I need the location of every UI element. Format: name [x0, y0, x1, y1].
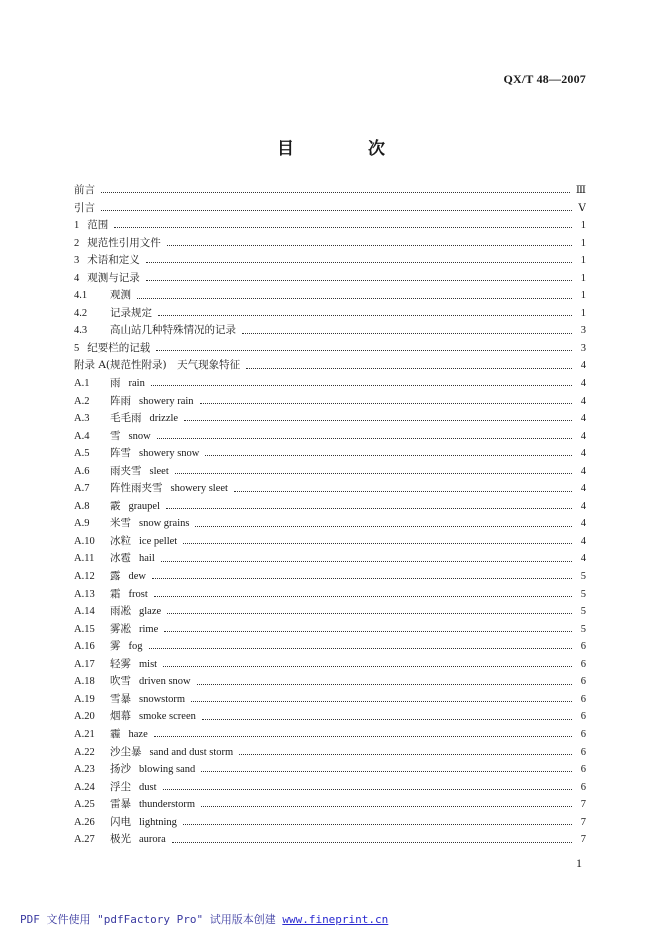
toc-entry-number: A.1: [74, 378, 90, 390]
toc-entry-english-term: ice pellet: [139, 535, 178, 547]
toc-entry-page: 5: [580, 588, 586, 600]
toc-entry-number: A.23: [74, 764, 95, 776]
dot-leader: [114, 227, 572, 228]
toc-entry[interactable]: [74, 761, 586, 779]
toc-entry[interactable]: [74, 515, 586, 533]
toc-entry-title: 雷暴: [110, 798, 131, 811]
toc-entry-page: 4: [580, 553, 586, 565]
dot-leader: [246, 368, 572, 369]
page-title: 目 次: [277, 139, 419, 159]
toc-entry-page: 4: [580, 518, 586, 530]
dot-leader: [202, 719, 572, 720]
dot-leader: [201, 806, 572, 807]
toc-entry-number: A.16: [74, 641, 95, 653]
toc-entry-page: 4: [580, 430, 586, 442]
toc-entry-english-term: snow: [128, 430, 151, 442]
pdf-watermark: [20, 911, 388, 927]
toc-entry[interactable]: [74, 708, 586, 726]
toc-entry-title: 纪要栏的记载: [87, 341, 151, 354]
toc-entry-number: A.7: [74, 483, 90, 495]
toc-entry-number: 4.1: [74, 290, 88, 302]
toc-entry-title: 霰: [110, 499, 121, 512]
toc-entry-number: A.6: [74, 465, 90, 477]
toc-entry-number: A.17: [74, 658, 95, 670]
toc-entry-title: 轻雾: [110, 657, 131, 670]
toc-entry-label: [110, 515, 195, 533]
toc-entry-english-term: thunderstorm: [139, 799, 195, 811]
toc-entry-title: 范围: [87, 219, 109, 232]
toc-entry[interactable]: [74, 550, 586, 568]
toc-entry[interactable]: [74, 603, 586, 621]
toc-entry[interactable]: [74, 235, 586, 253]
toc-entry[interactable]: [74, 270, 586, 288]
toc-entry[interactable]: [74, 445, 586, 463]
toc-entry-label: [110, 796, 201, 814]
dot-leader: [146, 262, 572, 263]
toc-entry-number: 3: [74, 255, 80, 267]
toc-entry-label: [110, 410, 184, 428]
dot-leader: [201, 771, 572, 772]
watermark-link[interactable]: www.fineprint.cn: [282, 913, 389, 926]
toc-entry[interactable]: [74, 621, 586, 639]
toc-entry-label: [110, 322, 242, 340]
toc-entry-title: 沙尘暴: [110, 745, 142, 758]
toc-entry-number: A.8: [74, 500, 90, 512]
toc-entry-page: 3: [580, 325, 586, 337]
toc-entry-title: 雨凇: [110, 605, 131, 618]
toc-entry-title: 高山站几种特殊情况的记录: [110, 324, 236, 337]
dot-leader: [242, 333, 572, 334]
toc-entry-label: [110, 708, 202, 726]
toc-entry-english-term: glaze: [139, 606, 162, 618]
toc-entry[interactable]: [74, 217, 586, 235]
toc-entry-number: 1: [74, 220, 80, 232]
dot-leader: [183, 543, 572, 544]
toc-entry-label: [110, 779, 163, 797]
toc-entry[interactable]: [74, 428, 586, 446]
toc-entry-page: 6: [580, 781, 586, 793]
toc-entry-label: [110, 287, 137, 305]
toc-entry-label: [74, 182, 101, 200]
dot-leader: [195, 526, 572, 527]
toc-entry-title: 前言: [74, 184, 95, 196]
toc-entry-number: A.21: [74, 728, 95, 740]
dot-leader: [146, 280, 572, 281]
toc-entry-number: A.22: [74, 746, 95, 758]
toc-entry[interactable]: [74, 586, 586, 604]
toc-entry[interactable]: [74, 463, 586, 481]
toc-entry-title: 记录规定: [110, 306, 152, 319]
toc-entry-label: [110, 586, 154, 604]
dot-leader: [152, 578, 572, 579]
dot-leader: [161, 561, 572, 562]
toc-entry-title: 浮尘: [110, 780, 131, 793]
toc-entry-number: A.15: [74, 623, 95, 635]
toc-entry-english-term: graupel: [128, 500, 160, 512]
dot-leader: [149, 648, 573, 649]
toc-entry-title: 观测与记录: [87, 271, 140, 284]
toc-entry-title: 霜: [110, 587, 121, 600]
dot-leader: [167, 245, 572, 246]
toc-entry-label: [110, 603, 167, 621]
toc-entry-english-term: showery sleet: [170, 483, 228, 495]
toc-entry-number: A.12: [74, 571, 95, 583]
toc-entry-english-term: snow grains: [139, 518, 190, 530]
toc-entry-page: 4: [580, 360, 586, 372]
toc-entry-number: A.3: [74, 413, 90, 425]
toc-entry[interactable]: [74, 831, 586, 849]
toc-entry-title: 雨: [110, 377, 121, 390]
toc-entry-title: 雪暴: [110, 692, 131, 705]
toc-entry-page: 6: [580, 711, 586, 723]
toc-entry-page: 6: [580, 641, 586, 653]
toc-entry-english-term: lightning: [139, 816, 177, 828]
toc-entry-english-term: dew: [128, 571, 146, 583]
toc-entry-english-term: smoke screen: [139, 711, 196, 723]
toc-entry[interactable]: [74, 726, 586, 744]
toc-entry-title: 雾凇: [110, 622, 131, 635]
dot-leader: [191, 701, 572, 702]
toc-entry-number: 5: [74, 342, 80, 354]
toc-entry-title: 烟幕: [110, 710, 131, 723]
toc-entry[interactable]: [74, 340, 586, 358]
toc-entry-page: 1: [580, 272, 586, 284]
toc-entry[interactable]: [74, 322, 586, 340]
toc-entry-number: 2: [74, 237, 80, 249]
toc-entry-label: [110, 498, 166, 516]
toc-entry-page: 4: [580, 465, 586, 477]
toc-entry[interactable]: [74, 393, 586, 411]
toc-entry-label: [110, 814, 183, 832]
toc-entry-number: A.26: [74, 816, 95, 828]
dot-leader: [157, 438, 572, 439]
toc-entry-title: 术语和定义: [87, 254, 140, 267]
toc-entry[interactable]: [74, 200, 586, 218]
toc-entry[interactable]: [74, 182, 586, 200]
dot-leader: [158, 315, 572, 316]
toc-entry[interactable]: [74, 287, 586, 305]
toc-entry[interactable]: [74, 410, 586, 428]
toc-entry-title: 露: [110, 570, 121, 583]
dot-leader: [164, 631, 572, 632]
toc-entry[interactable]: [74, 814, 586, 832]
toc-entry-number: 4.2: [74, 307, 88, 319]
dot-leader: [163, 666, 572, 667]
toc-entry-title: 毛毛雨: [110, 412, 142, 425]
dot-leader: [197, 684, 572, 685]
watermark-text: PDF 文件使用 "pdfFactory Pro" 试用版本创建: [20, 913, 283, 926]
toc-entry-page: 1: [580, 290, 586, 302]
toc-entry-page: Ⅴ: [578, 202, 586, 214]
toc-entry[interactable]: [74, 691, 586, 709]
toc-entry-page: 1: [580, 220, 586, 232]
toc-entry-number: 4: [74, 272, 80, 284]
toc-entry-title: 冰雹: [110, 552, 131, 565]
toc-entry-label: [110, 744, 239, 762]
toc-entry-label: [74, 200, 101, 218]
dot-leader: [163, 789, 572, 790]
toc-entry-label: [110, 673, 197, 691]
dot-leader: [137, 298, 572, 299]
toc-entry-page: 4: [580, 483, 586, 495]
dot-leader: [166, 508, 572, 509]
toc-entry-page: 6: [580, 676, 586, 688]
toc-entry-page: 4: [580, 448, 586, 460]
toc-entry[interactable]: [74, 305, 586, 323]
toc-entry[interactable]: [74, 796, 586, 814]
toc-entry-title: 冰粒: [110, 534, 131, 547]
toc-entry-number: A.13: [74, 588, 95, 600]
toc-entry-english-term: snowstorm: [139, 693, 186, 705]
toc-entry-title: 规范性引用文件: [87, 236, 161, 249]
toc-entry-label: [110, 568, 152, 586]
dot-leader: [200, 403, 572, 404]
dot-leader: [101, 192, 570, 193]
toc-entry-title: 闪电: [110, 815, 131, 828]
toc-entry-title: 阵性雨夹雪: [110, 482, 163, 495]
toc-entry-title: 观测: [110, 289, 131, 302]
toc-entry-title: 霾: [110, 727, 121, 740]
toc-entry-label: [110, 428, 157, 446]
toc-entry-label: [110, 480, 234, 498]
dot-leader: [154, 736, 572, 737]
toc-entry-english-term: driven snow: [139, 676, 191, 688]
toc-entry-page: 1: [580, 237, 586, 249]
toc-entry-number: A.25: [74, 799, 95, 811]
toc-entry-title: 极光: [110, 833, 131, 846]
dot-leader: [183, 824, 572, 825]
toc-entry-label: [110, 550, 161, 568]
toc-entry-label: [110, 621, 164, 639]
toc-entry-label: [110, 375, 151, 393]
toc-entry-number: 4.3: [74, 325, 88, 337]
dot-leader: [167, 613, 572, 614]
toc-entry-page: 4: [580, 500, 586, 512]
toc-entry-number: A.2: [74, 395, 90, 407]
toc-entry-english-term: dust: [139, 781, 157, 793]
toc-entry[interactable]: [74, 252, 586, 270]
toc-entry-english-term: sand and dust storm: [149, 746, 234, 758]
toc-entry-label: [87, 217, 114, 235]
toc-entry-page: 5: [580, 571, 586, 583]
toc-entry-label: [110, 533, 183, 551]
toc-entry-label: [110, 638, 149, 656]
toc-entry-number: A.4: [74, 430, 90, 442]
toc-entry-page: Ⅲ: [575, 185, 586, 196]
toc-entry-page: 5: [580, 606, 586, 618]
toc-entry-page: 4: [580, 535, 586, 547]
toc-entry[interactable]: [74, 533, 586, 551]
toc-entry-label: [110, 656, 163, 674]
toc-entry-page: 6: [580, 693, 586, 705]
toc-entry-label: [110, 831, 172, 849]
toc-entry-label: [110, 445, 205, 463]
toc-entry-number: A.5: [74, 448, 90, 460]
toc-entry-label: [110, 463, 175, 481]
toc-entry-english-term: mist: [139, 658, 158, 670]
toc-entry-label: [110, 726, 154, 744]
toc-entry-number: A.20: [74, 711, 95, 723]
toc-entry-number: A.24: [74, 781, 95, 793]
toc-entry[interactable]: [74, 357, 586, 375]
toc-entry-title: 雨夹雪: [110, 464, 142, 477]
toc-entry-page: 7: [580, 799, 586, 811]
toc-entry-page: 4: [580, 413, 586, 425]
standard-code: QX/T 48—2007: [503, 72, 586, 86]
toc-entry[interactable]: [74, 568, 586, 586]
toc-entry-english-term: aurora: [139, 834, 166, 846]
dot-leader: [234, 491, 572, 492]
dot-leader: [156, 350, 572, 351]
toc-entry-english-term: sleet: [149, 465, 169, 477]
toc-entry-page: 5: [580, 623, 586, 635]
toc-entry-title: 附录 A(规范性附录) 天气现象特征: [74, 359, 241, 372]
toc-entry-english-term: blowing sand: [139, 764, 196, 776]
dot-leader: [184, 420, 572, 421]
dot-leader: [239, 754, 572, 755]
toc-entry-english-term: haze: [128, 728, 148, 740]
toc-entry[interactable]: [74, 480, 586, 498]
toc-entry-label: [110, 761, 201, 779]
page-number: 1: [576, 856, 582, 870]
toc-entry-label: [87, 270, 146, 288]
toc-entry[interactable]: [74, 779, 586, 797]
toc-entry-page: 1: [580, 255, 586, 267]
toc-entry-title: 雾: [110, 640, 121, 653]
toc-entry-label: [110, 305, 158, 323]
dot-leader: [175, 473, 572, 474]
toc-entry[interactable]: [74, 673, 586, 691]
toc-entry-page: 7: [580, 834, 586, 846]
toc-entry-title: 阵雪: [110, 447, 131, 460]
toc-entry-english-term: showery snow: [139, 448, 200, 460]
toc-entry-number: A.27: [74, 834, 95, 846]
toc-entry-title: 扬沙: [110, 763, 131, 776]
toc-entry-page: 7: [580, 816, 586, 828]
toc-entry-page: 6: [580, 728, 586, 740]
toc-entry-number: A.9: [74, 518, 90, 530]
toc-entry[interactable]: [74, 744, 586, 762]
toc-entry-number: A.10: [74, 535, 95, 547]
toc-entry-number: A.18: [74, 676, 95, 688]
toc-entry-title: 米雪: [110, 517, 131, 530]
toc-entry-page: 4: [580, 395, 586, 407]
toc-entry-english-term: fog: [128, 641, 143, 653]
toc-entry-label: [87, 235, 167, 253]
toc-entry-english-term: rime: [139, 623, 159, 635]
table-of-contents: [74, 182, 586, 849]
toc-entry-label: [87, 340, 156, 358]
dot-leader: [154, 596, 572, 597]
toc-entry-page: 6: [580, 746, 586, 758]
toc-entry-title: 雪: [110, 429, 121, 442]
toc-entry[interactable]: [74, 656, 586, 674]
dot-leader: [101, 210, 572, 211]
toc-entry[interactable]: [74, 375, 586, 393]
toc-entry-label: [110, 393, 200, 411]
toc-entry-page: 4: [580, 378, 586, 390]
toc-entry-label: [87, 252, 146, 270]
toc-entry-number: A.11: [74, 553, 95, 565]
toc-entry-label: [74, 357, 246, 375]
toc-entry-english-term: rain: [128, 378, 145, 390]
toc-entry-page: 6: [580, 658, 586, 670]
toc-entry[interactable]: [74, 638, 586, 656]
toc-entry[interactable]: [74, 498, 586, 516]
toc-entry-english-term: hail: [139, 553, 155, 565]
toc-entry-number: A.14: [74, 606, 95, 618]
dot-leader: [205, 455, 572, 456]
toc-entry-english-term: showery rain: [139, 395, 194, 407]
toc-entry-page: 6: [580, 764, 586, 776]
toc-entry-title: 引言: [74, 201, 95, 214]
toc-entry-title: 吹雪: [110, 675, 131, 688]
toc-entry-page: 1: [580, 307, 586, 319]
toc-entry-title: 阵雨: [110, 394, 131, 407]
toc-entry-english-term: drizzle: [149, 413, 179, 425]
dot-leader: [151, 385, 572, 386]
toc-entry-label: [110, 691, 191, 709]
toc-entry-page: 3: [580, 342, 586, 354]
dot-leader: [172, 842, 572, 843]
toc-entry-english-term: frost: [128, 588, 148, 600]
toc-entry-number: A.19: [74, 693, 95, 705]
